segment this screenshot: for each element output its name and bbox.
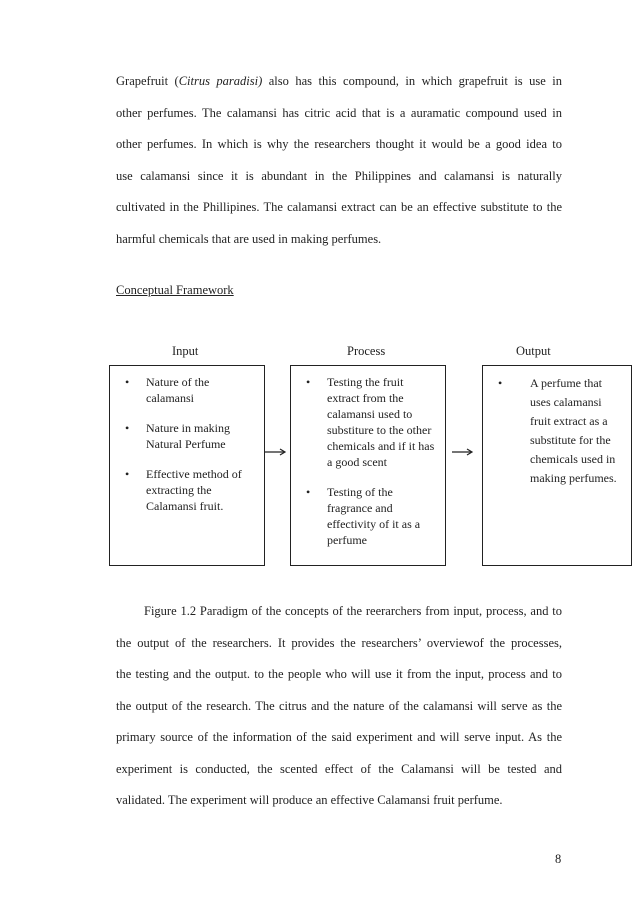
process-label: Process xyxy=(347,344,386,358)
intro-paragraph xyxy=(116,66,562,255)
process-item: • Testing of the fragrance and effectivity of it as a perfume xyxy=(291,484,445,548)
intro-line-2: other perfumes. The calamansi has citric acid that is a auramatic compound used in xyxy=(116,105,562,120)
intro-line-4: use calamansi since it is abundant in the Philippines and calamansi is naturally xyxy=(116,168,562,183)
output-box xyxy=(482,365,632,566)
input-item: • Nature in making Natural Perfume xyxy=(110,420,264,452)
input-box xyxy=(109,365,265,566)
intro-line-6: harmful chemicals that are used in making perfumes. xyxy=(116,231,382,246)
output-label: Output xyxy=(516,344,551,358)
intro-line-1: Grapefruit (Citrus paradisi) also has this compound, in which grapefruit is use in xyxy=(116,74,562,88)
input-item: • Nature of the calamansi xyxy=(110,374,264,406)
figure-line-4: the output of the research. The citrus and the nature of the calamansi will serve as the xyxy=(116,698,562,713)
scientific-name: Citrus paradisi) xyxy=(178,74,263,88)
figure-line-1: Figure 1.2 Paradigm of the concepts of the reerarchers from input, process, and to xyxy=(144,604,562,618)
intro-line-3: other perfumes. In which is why the researchers thought it would be a good idea to xyxy=(116,137,562,151)
process-box xyxy=(290,365,446,566)
input-label: Input xyxy=(172,344,199,358)
figure-line-6: experiment is conducted, the scented effect of the Calamansi will be tested and xyxy=(116,761,562,776)
arrow-right-icon xyxy=(265,447,287,457)
input-list xyxy=(110,374,264,514)
figure-description-paragraph xyxy=(116,596,562,817)
section-heading: Conceptual Framework xyxy=(116,283,234,297)
input-item: • Effective method of extracting the Calamansi fruit. xyxy=(110,466,264,514)
output-list xyxy=(483,374,631,488)
figure-line-7: validated. The experiment will produce an effective Calamansi fruit perfume. xyxy=(116,793,503,807)
intro-line-5: cultivated in the Phillipines. The calamansi extract can be an effective substitute to the xyxy=(116,200,562,214)
process-list xyxy=(291,374,445,548)
figure-line-2: the output of the researchers. It provides the researchers’ overviewof the processes, xyxy=(116,635,562,650)
arrow-right-icon xyxy=(452,447,474,457)
figure-line-5: primary source of the information of the said experiment and will serve input. As the xyxy=(116,730,562,744)
figure-line-3: the testing and the output. to the people who will use it from the input, process and to xyxy=(116,667,562,681)
page-number: 8 xyxy=(555,852,562,866)
process-item: • Testing the fruit extract from the calamansi used to substiture to the other chemicals and if it has a good scent xyxy=(291,374,445,470)
output-item: • A perfume that uses calamansi fruit extract as a substitute for the chemicals used in making perfumes. xyxy=(483,374,631,488)
